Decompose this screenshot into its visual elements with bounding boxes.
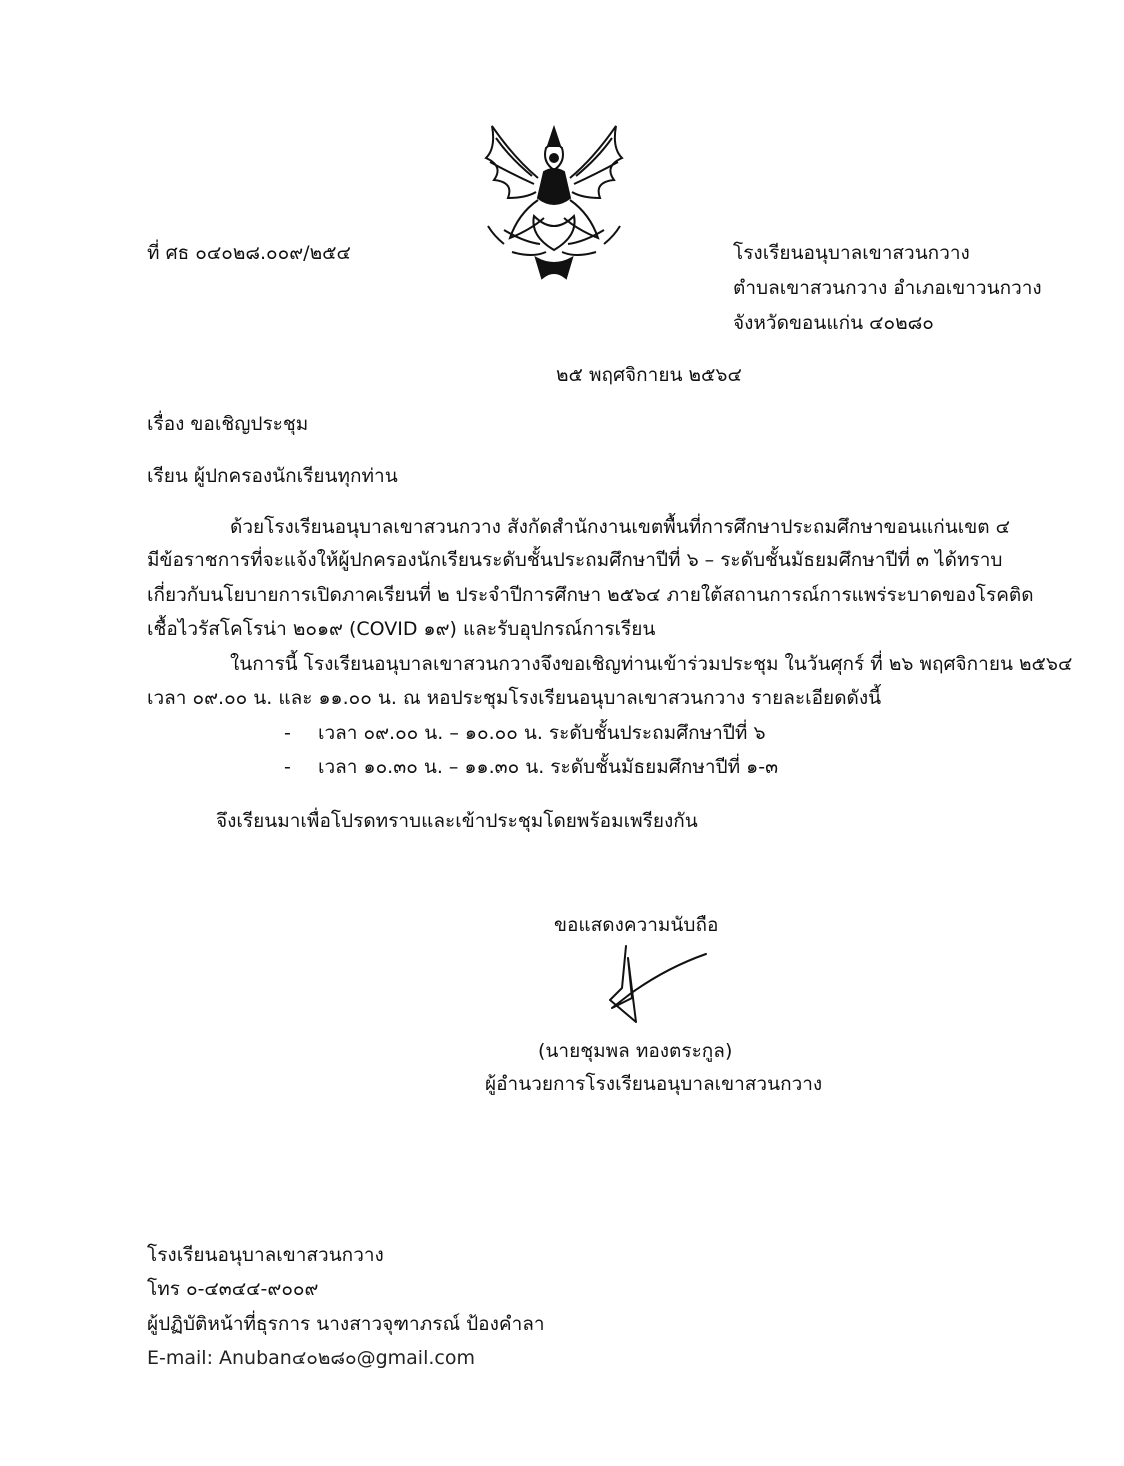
garuda-emblem-icon — [474, 118, 634, 283]
schedule-dash: - — [284, 756, 291, 778]
regards-text: ขอแสดงความนับถือ — [554, 914, 719, 936]
schedule-item: เวลา ๐๙.๐๐ น. – ๑๐.๐๐ น. ระดับชั้นประถมศึกษาปีที่ ๖ — [318, 722, 766, 744]
reference-number: ที่ ศธ ๐๔๐๒๘.๐๐๙/๒๕๔ — [147, 242, 351, 264]
paragraph2-line: ในการนี้ โรงเรียนอนุบาลเขาสวนกวางจึงขอเชิญท่านเข้าร่วมประชุม ในวันศุกร์ ที่ ๒๖ พฤศจิกายน ๒๕๖๔ — [230, 653, 1073, 675]
handwritten-signature-icon — [596, 938, 716, 1028]
sender-address-line-2: ตำบลเขาสวนกวาง อำเภอเขาวนกวาง — [733, 277, 1042, 299]
footer-organization: โรงเรียนอนุบาลเขาสวนกวาง — [147, 1244, 384, 1266]
paragraph1-line: เชื้อไวรัสโคโรน่า ๒๐๑๙ (COVID ๑๙) และรับอุปกรณ์การเรียน — [147, 618, 656, 640]
closing-line: จึงเรียนมาเพื่อโปรดทราบและเข้าประชุมโดยพร้อมเพรียงกัน — [216, 810, 698, 832]
signer-title: ผู้อำนวยการโรงเรียนอนุบาลเขาสวนกวาง — [485, 1073, 823, 1095]
letter-recipient: เรียน ผู้ปกครองนักเรียนทุกท่าน — [147, 465, 398, 487]
schedule-dash: - — [284, 722, 291, 744]
footer-phone: โทร ๐-๔๓๔๔-๙๐๐๙ — [147, 1278, 319, 1300]
paragraph1-line: ด้วยโรงเรียนอนุบาลเขาสวนกวาง สังกัดสำนักงานเขตพื้นที่การศึกษาประถมศึกษาขอนแก่นเขต ๔ — [230, 516, 1011, 538]
paragraph1-line: มีข้อราชการที่จะแจ้งให้ผู้ปกครองนักเรียนระดับชั้นประถมศึกษาปีที่ ๖ – ระดับชั้นมัธยมศึกษาปีที่ ๓ ได้ทราบ — [147, 549, 1003, 571]
schedule-item: เวลา ๑๐.๓๐ น. – ๑๑.๓๐ น. ระดับชั้นมัธยมศึกษาปีที่ ๑-๓ — [318, 756, 779, 778]
letter-subject: เรื่อง ขอเชิญประชุม — [147, 413, 309, 435]
sender-address-line-1: โรงเรียนอนุบาลเขาสวนกวาง — [733, 242, 970, 264]
sender-address-line-3: จังหวัดขอนแก่น ๔๐๒๘๐ — [733, 312, 934, 334]
paragraph1-line: เกี่ยวกับนโยบายการเปิดภาคเรียนที่ ๒ ประจำปีการศึกษา ๒๕๖๔ ภายใต้สถานการณ์การแพร่ระบาดของโรคติด — [147, 584, 1034, 606]
footer-email: E-mail: Anuban๔๐๒๘๐@gmail.com — [147, 1347, 475, 1369]
footer-officer: ผู้ปฏิบัติหน้าที่ธุรการ นางสาวจุฑาภรณ์ ป้องคำลา — [147, 1313, 545, 1335]
paragraph2-line: เวลา ๐๙.๐๐ น. และ ๑๑.๐๐ น. ณ หอประชุมโรงเรียนอนุบาลเขาสวนกวาง รายละเอียดดังนี้ — [147, 687, 882, 709]
signer-name: (นายชุมพล ทองตระกูล) — [538, 1040, 733, 1062]
letter-date: ๒๕ พฤศจิกายน ๒๕๖๔ — [556, 364, 742, 386]
